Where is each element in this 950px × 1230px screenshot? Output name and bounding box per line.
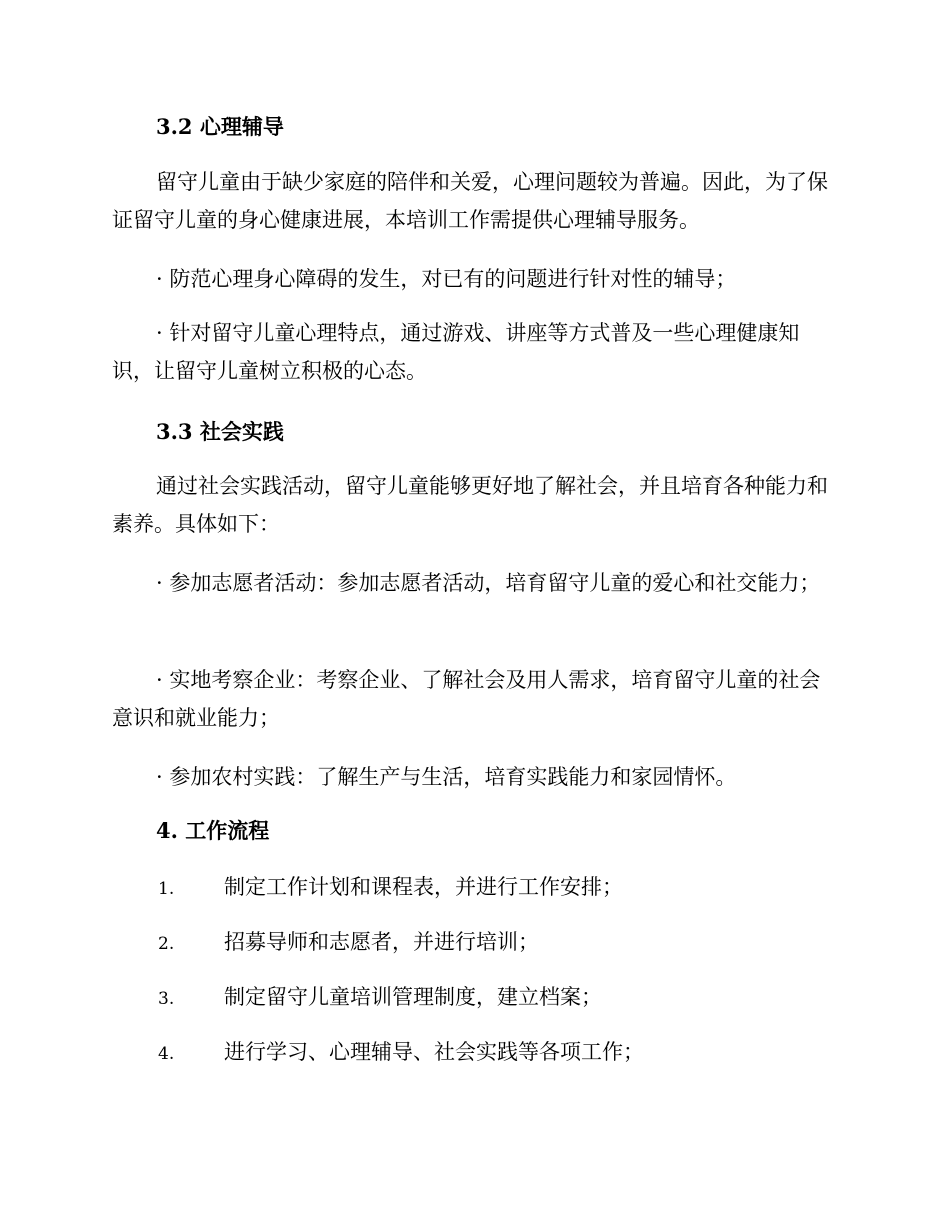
workflow-step-number: 4. bbox=[158, 1044, 175, 1064]
workflow-step-2 bbox=[158, 928, 539, 958]
section-3-3-intro: 通过社会实践活动，留守儿童能够更好地了解社会，并且培育各种能力和素养。具体如下： bbox=[112, 474, 828, 536]
workflow-step-number: 1. bbox=[158, 879, 175, 899]
workflow-step-4 bbox=[158, 1038, 644, 1068]
section-3-3-bullet-2: · 实地考察企业：考察企业、了解社会及用人需求，培育留守儿童的社会意识和就业能力； bbox=[112, 668, 821, 730]
section-3-2-heading: 3.2 心理辅导 bbox=[156, 114, 284, 139]
workflow-step-text: 进行学习、心理辅导、社会实践等各项工作； bbox=[224, 1040, 644, 1064]
workflow-step-text: 招募导师和志愿者，并进行培训； bbox=[224, 930, 539, 954]
workflow-step-number: 2. bbox=[158, 934, 175, 954]
section-3-3-bullet-3: · 参加农村实践：了解生产与生活，培育实践能力和家园情怀。 bbox=[156, 765, 737, 789]
workflow-step-1 bbox=[158, 873, 623, 903]
workflow-step-3 bbox=[158, 983, 602, 1013]
section-3-2-intro: 留守儿童由于缺少家庭的陪伴和关爱，心理问题较为普遍。因此，为了保证留守儿童的身心健康进展，本培训工作需提供心理辅导服务。 bbox=[112, 170, 828, 232]
workflow-step-number: 3. bbox=[158, 989, 175, 1009]
section-4-heading: 4. 工作流程 bbox=[156, 818, 270, 843]
section-3-3-bullet-1: · 参加志愿者活动：参加志愿者活动，培育留守儿童的爱心和社交能力； bbox=[156, 571, 821, 595]
workflow-step-text: 制定工作计划和课程表，并进行工作安排； bbox=[224, 875, 623, 899]
section-3-3-heading: 3.3 社会实践 bbox=[156, 419, 284, 444]
section-3-2-bullet-2: · 针对留守儿童心理特点，通过游戏、讲座等方式普及一些心理健康知识，让留守儿童树立积极的心态。 bbox=[112, 321, 800, 383]
section-3-2-bullet-1: · 防范心理身心障碍的发生，对已有的问题进行针对性的辅导； bbox=[156, 267, 737, 291]
workflow-step-text: 制定留守儿童培训管理制度，建立档案； bbox=[224, 985, 602, 1009]
